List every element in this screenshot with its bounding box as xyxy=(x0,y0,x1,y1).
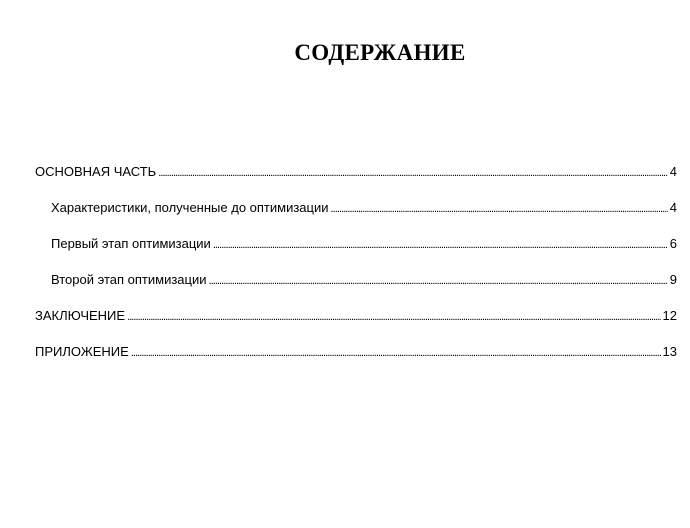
toc-entry-page-number: 6 xyxy=(669,236,677,251)
toc-dot-leader xyxy=(209,270,668,291)
toc-dot-leader xyxy=(331,198,668,219)
toc-dot-leader xyxy=(127,306,660,327)
toc-entry-page-number: 4 xyxy=(669,164,677,179)
toc-entry-page-number: 12 xyxy=(662,308,677,323)
toc-dot-leader xyxy=(158,162,668,183)
toc-entry-label: ПРИЛОЖЕНИЕ xyxy=(35,344,129,359)
toc-entry-page-number: 9 xyxy=(669,272,677,287)
toc-entry-label: Второй этап оптимизации xyxy=(51,272,207,287)
toc-entry-pre-optimization[interactable] xyxy=(35,198,677,234)
toc-entry-conclusion[interactable] xyxy=(35,306,677,342)
table-of-contents xyxy=(35,162,677,378)
toc-entry-second-stage[interactable] xyxy=(35,270,677,306)
toc-entry-label: Первый этап оптимизации xyxy=(51,236,211,251)
toc-entry-label: ОСНОВНАЯ ЧАСТЬ xyxy=(35,164,157,179)
toc-entry-label: ЗАКЛЮЧЕНИЕ xyxy=(35,308,126,323)
toc-entry-first-stage[interactable] xyxy=(35,234,677,270)
toc-entry-label: Характеристики, полученные до оптимизации xyxy=(51,200,329,215)
toc-entry-appendix[interactable] xyxy=(35,342,677,378)
toc-entry-main-part[interactable] xyxy=(35,162,677,198)
toc-entry-page-number: 4 xyxy=(669,200,677,215)
toc-dot-leader xyxy=(213,234,668,255)
toc-entry-page-number: 13 xyxy=(662,344,677,359)
page-title: СОДЕРЖАНИЕ xyxy=(294,40,466,65)
toc-dot-leader xyxy=(131,342,661,363)
